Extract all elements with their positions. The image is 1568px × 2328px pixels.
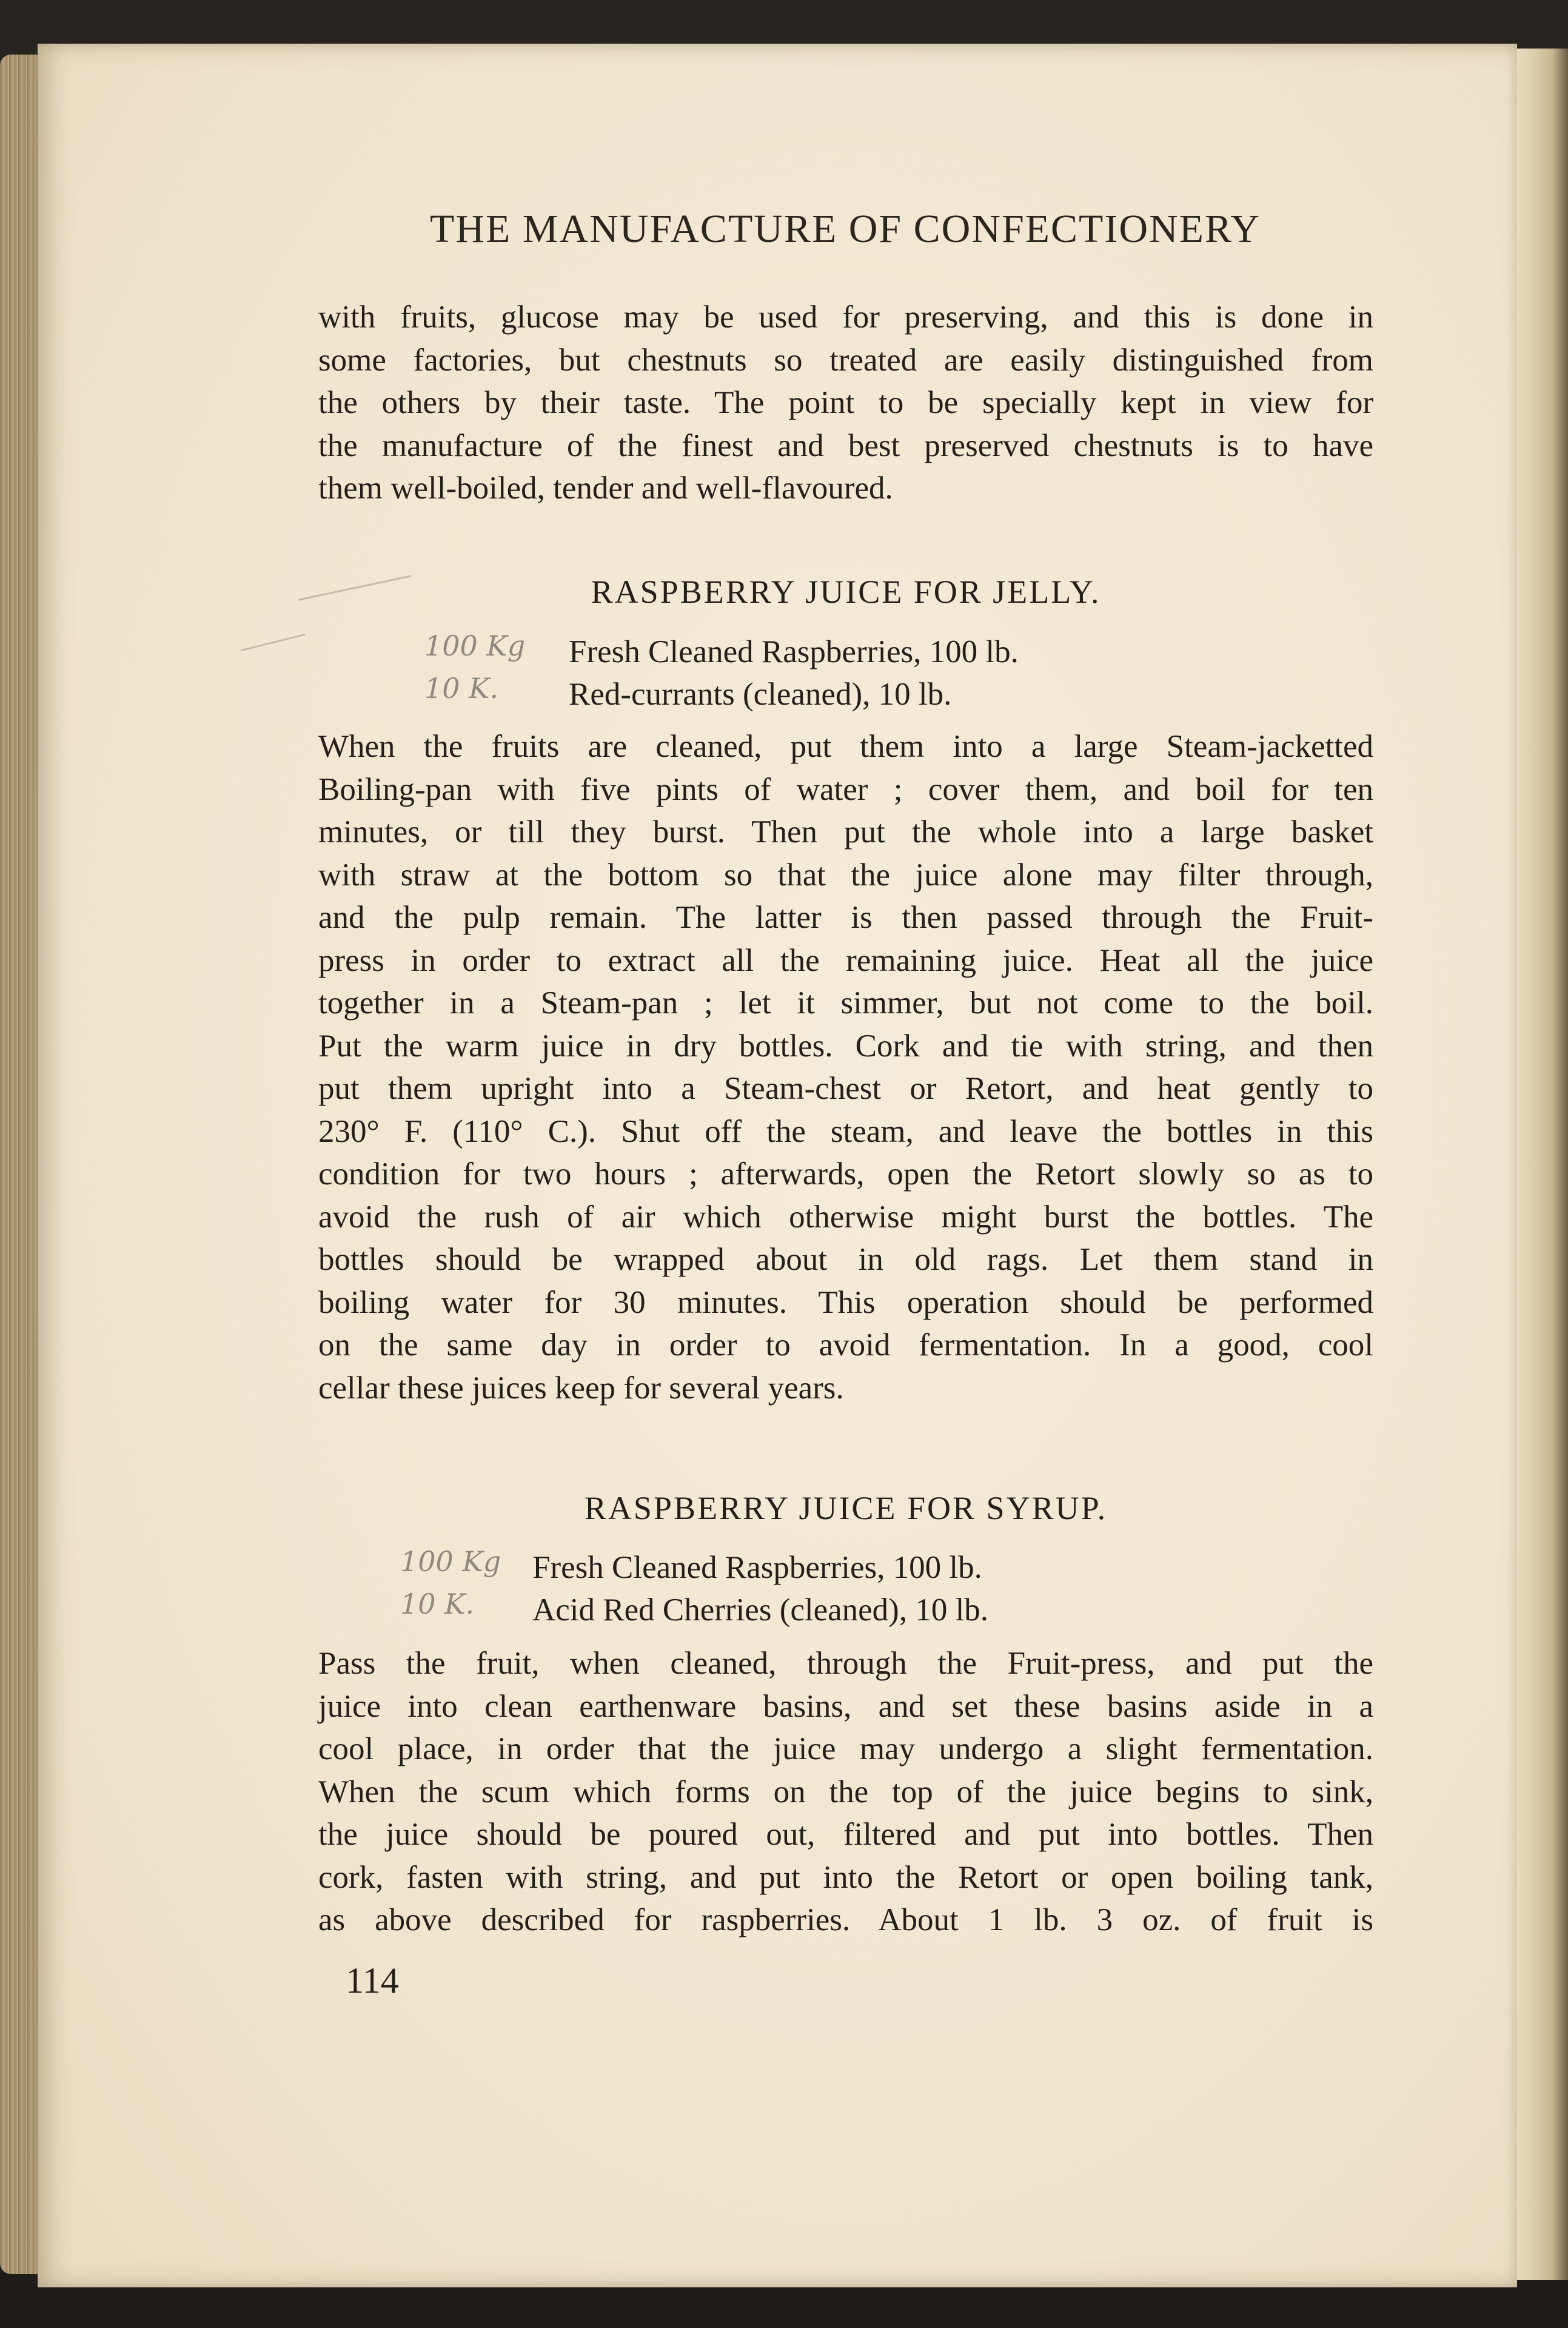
text-line: on the same day in order to avoid fermentation. In a good, cool: [318, 1327, 1373, 1363]
text-line: avoid the rush of air which otherwise might burst the bottles. The: [318, 1199, 1373, 1235]
text-line: boiling water for 30 minutes. This operation should be performed: [318, 1284, 1373, 1320]
text-line: Put the warm juice in dry bottles. Cork and tie with string, and then: [318, 1028, 1373, 1064]
text-line: them well-boiled, tender and well-flavoured.: [318, 471, 893, 506]
text-line: Boiling-pan with five pints of water ; cover them, and boil for ten: [318, 771, 1373, 807]
handwritten-note: 100 Kg: [424, 629, 526, 662]
text-line: cool place, in order that the juice may undergo a slight fermentation.: [318, 1731, 1373, 1766]
right-page-edges: [1515, 49, 1568, 2280]
text-line: some factories, but chestnuts so treated are easily distinguished from: [318, 342, 1373, 378]
section-heading-syrup: RASPBERRY JUICE FOR SYRUP.: [584, 1490, 1108, 1526]
ingredient-list-jelly: [569, 631, 1019, 716]
ingredient-item: Acid Red Cherries (cleaned), 10 lb.: [532, 1592, 989, 1628]
text-line: with fruits, glucose may be used for preserving, and this is done in: [318, 300, 1373, 335]
text-line: together in a Steam-pan ; let it simmer, but not come to the boil.: [318, 985, 1373, 1021]
ingredient-item: Fresh Cleaned Raspberries, 100 lb.: [532, 1550, 982, 1585]
section-heading-jelly: RASPBERRY JUICE FOR JELLY.: [591, 574, 1101, 610]
text-line: bottles should be wrapped about in old rags. Let them stand in: [318, 1242, 1373, 1277]
text-line: as above described for raspberries. About 1 lb. 3 oz. of fruit is: [318, 1902, 1373, 1937]
text-line: When the fruits are cleaned, put them into a large Steam-jacketted: [318, 729, 1373, 764]
syrup-paragraph: [318, 1642, 1373, 1942]
text-line: the manufacture of the finest and best preserved chestnuts is to have: [318, 428, 1373, 463]
text-line: put them upright into a Steam-chest or Retort, and heat gently to: [318, 1071, 1373, 1106]
text-line: condition for two hours ; afterwards, open the Retort slowly so as to: [318, 1156, 1373, 1192]
text-line: the juice should be poured out, filtered and put into bottles. Then: [318, 1817, 1373, 1852]
text-line: press in order to extract all the remaining juice. Heat all the juice: [318, 942, 1373, 978]
text-line: When the scum which forms on the top of the juice begins to sink,: [318, 1774, 1373, 1810]
handwritten-note: 10 K.: [424, 672, 499, 705]
ingredient-list-syrup: [532, 1546, 988, 1631]
text-line: cellar these juices keep for several years.: [318, 1370, 844, 1406]
handwritten-note: 10 K.: [400, 1588, 475, 1620]
text-line: with straw at the bottom so that the juice alone may filter through,: [318, 857, 1373, 893]
text-line: minutes, or till they burst. Then put the whole into a large basket: [318, 814, 1373, 850]
ingredient-item: Red-currants (cleaned), 10 lb.: [569, 677, 952, 712]
text-line: and the pulp remain. The latter is then passed through the Fruit-: [318, 900, 1373, 935]
ingredient-item: Fresh Cleaned Raspberries, 100 lb.: [569, 634, 1019, 669]
jelly-paragraph: [318, 725, 1373, 1409]
text-line: 230° F. (110° C.). Shut off the steam, and leave the bottles in this: [318, 1113, 1373, 1149]
text-line: Pass the fruit, when cleaned, through the Fruit-press, and put the: [318, 1646, 1373, 1681]
intro-paragraph: [318, 296, 1373, 510]
handwritten-note: 100 Kg: [400, 1545, 501, 1578]
page-number: 114: [346, 1961, 399, 2001]
text-line: the others by their taste. The point to be specially kept in view for: [318, 385, 1373, 420]
text-line: juice into clean earthenware basins, and set these basins aside in a: [318, 1688, 1373, 1724]
running-head: THE MANUFACTURE OF CONFECTIONERY: [429, 207, 1261, 251]
text-line: cork, fasten with string, and put into the Retort or open boiling tank,: [318, 1859, 1373, 1895]
